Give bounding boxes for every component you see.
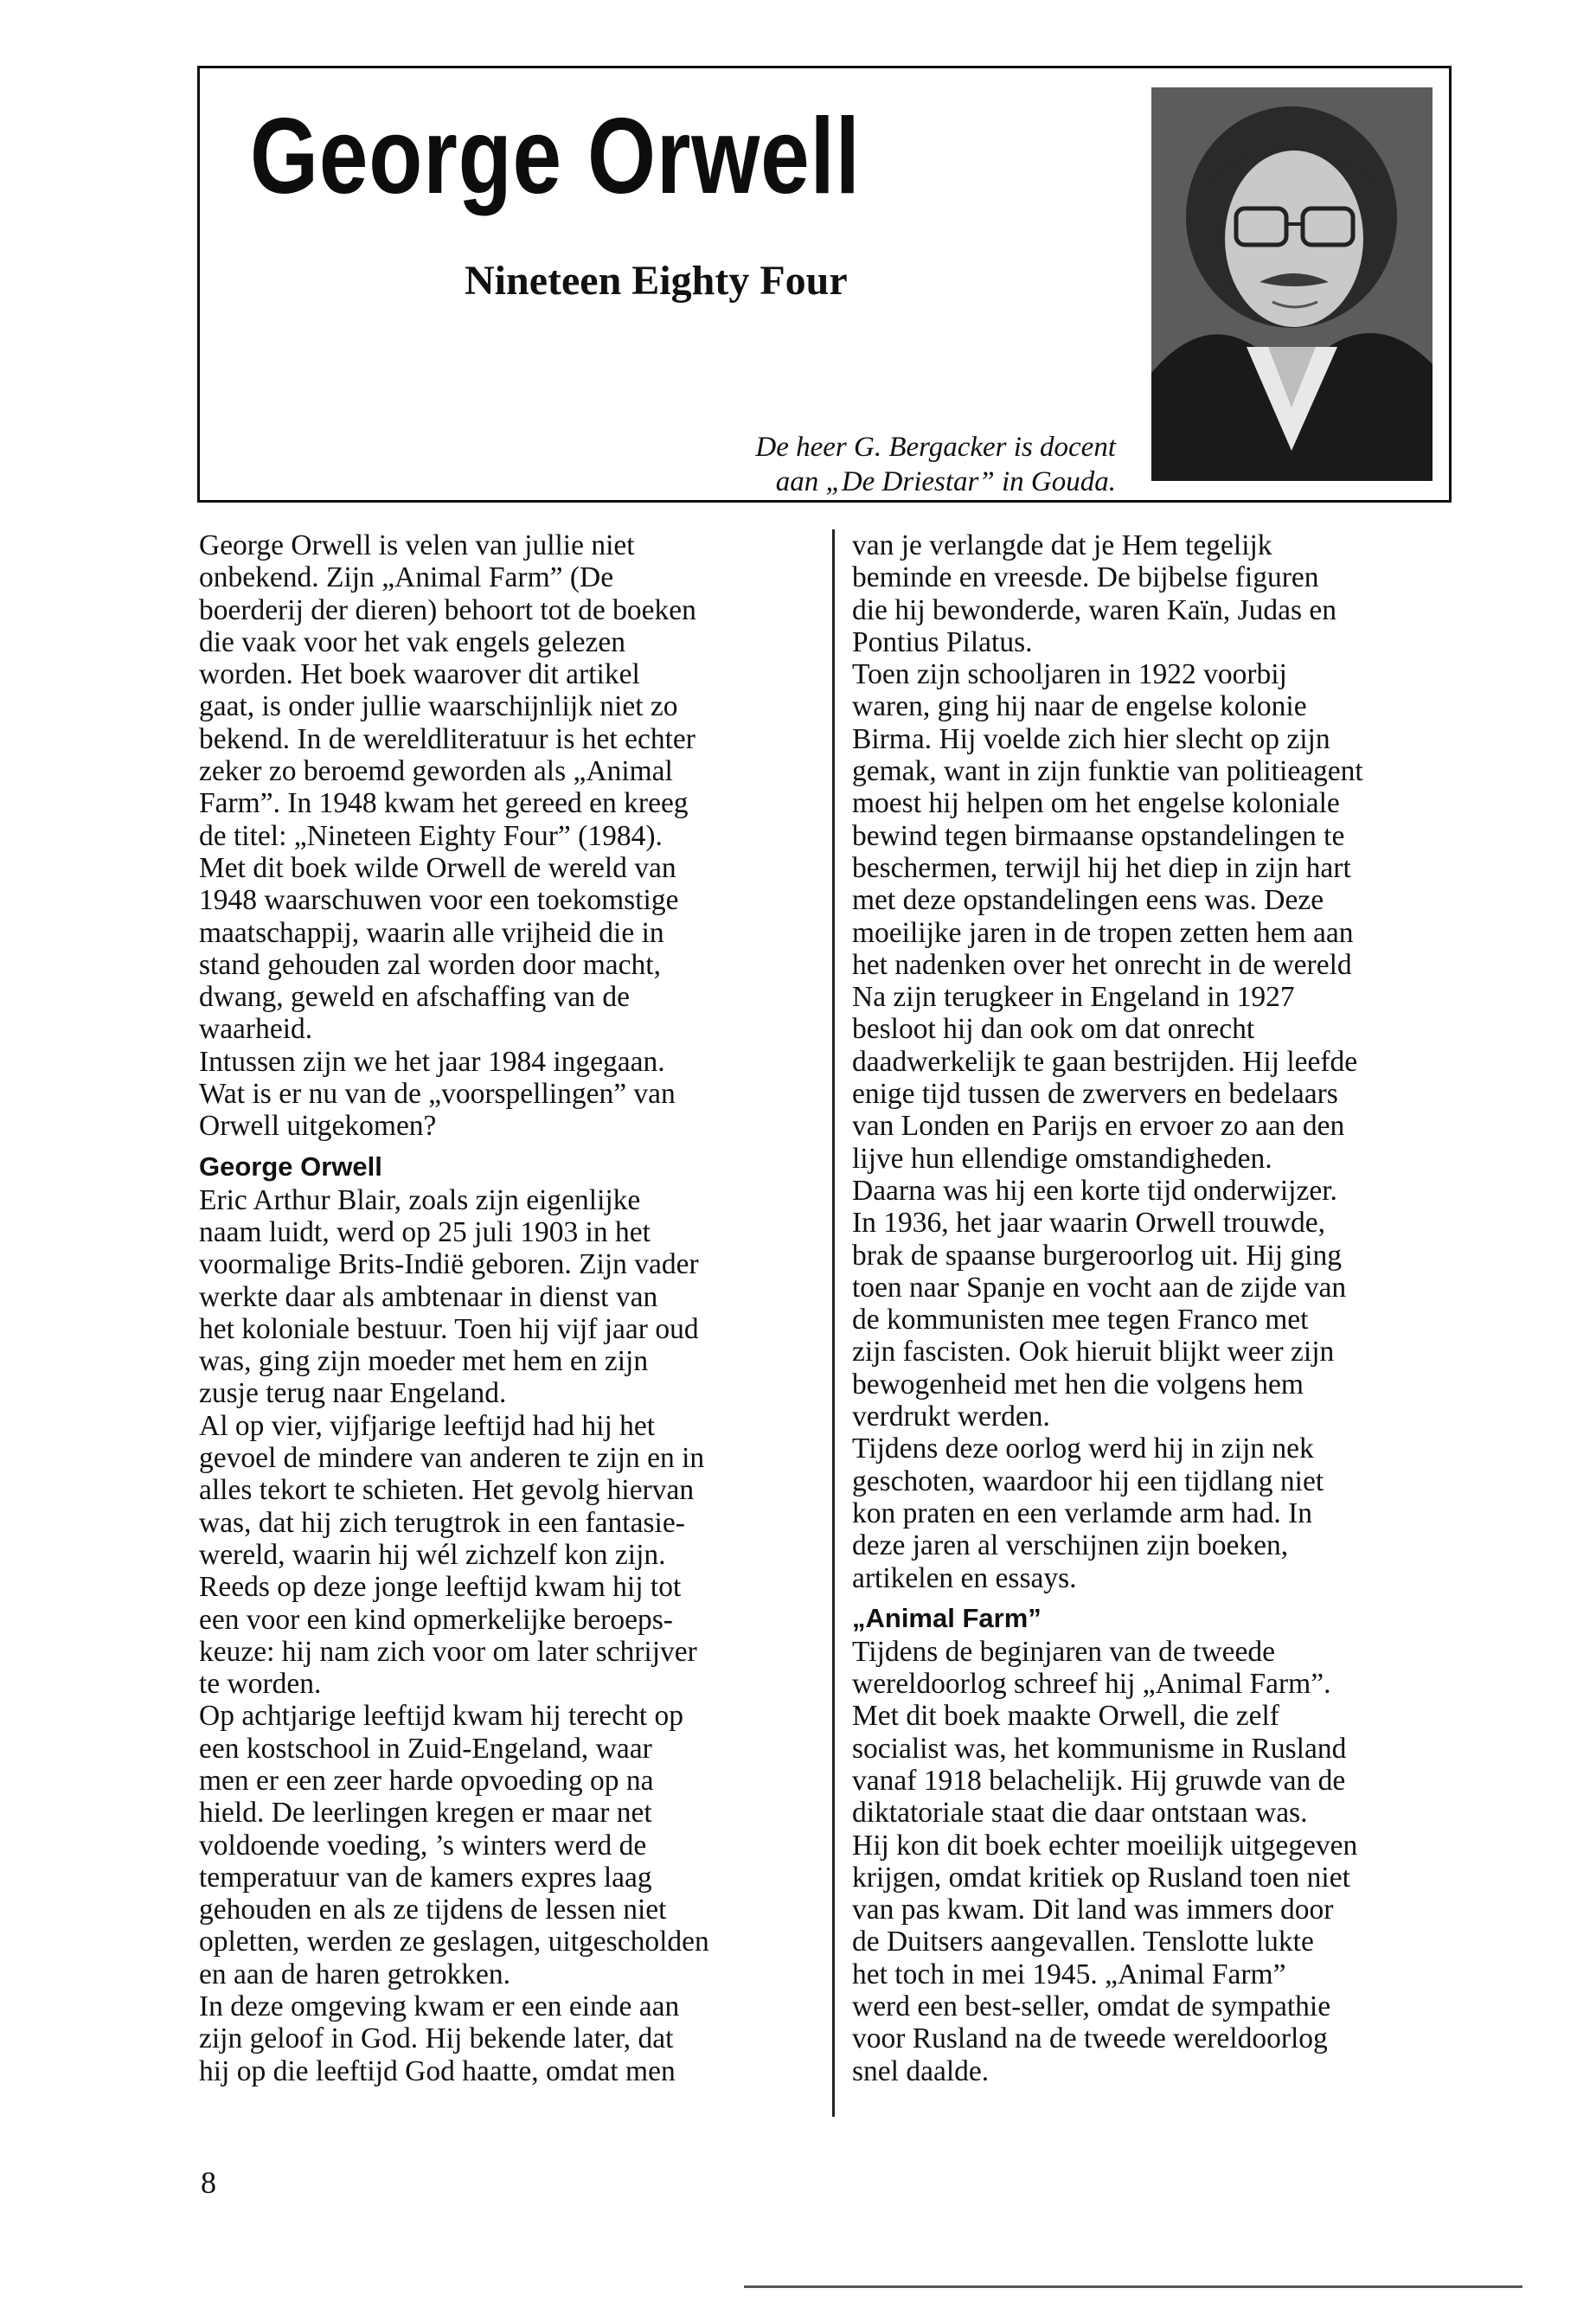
paragraph-line: gehouden en als ze tijdens de lessen niet bbox=[199, 1894, 667, 1926]
paragraph-line: gemak, want in zijn funktie van politieagent bbox=[852, 755, 1363, 788]
paragraph-line: Orwell uitgekomen? bbox=[199, 1110, 437, 1143]
paragraph-line: Al op vier, vijfjarige leeftijd had hij het bbox=[199, 1409, 656, 1442]
paragraph-line: kon praten en een verlamde arm had. In bbox=[852, 1497, 1313, 1529]
paragraph-line: Na zijn terugkeer in Engeland in 1927 bbox=[852, 981, 1295, 1014]
paragraph-line: stand gehouden zal worden door macht, bbox=[199, 948, 661, 981]
paragraph-line: onbekend. Zijn „Animal Farm” (De bbox=[199, 561, 614, 594]
paragraph-line: het nadenken over het onrecht in de wereld bbox=[852, 948, 1352, 981]
paragraph-line: geschoten, waardoor hij een tijdlang niet bbox=[852, 1465, 1324, 1497]
paragraph-line: brak de spaanse burgeroorlog uit. Hij ging bbox=[852, 1239, 1342, 1272]
paragraph-line: In 1936, het jaar waarin Orwell trouwde, bbox=[852, 1207, 1325, 1240]
paragraph-line: enige tijd tussen de zwervers en bedelaars bbox=[852, 1078, 1338, 1111]
paragraph-line: opletten, werden ze geslagen, uitgescholden bbox=[199, 1926, 709, 1958]
paragraph-line: de titel: „Nineteen Eighty Four” (1984). bbox=[199, 819, 663, 852]
paragraph-line: gevoel de mindere van anderen te zijn en in bbox=[199, 1442, 705, 1475]
article-header bbox=[197, 66, 1452, 503]
paragraph-line: bewogenheid met hen die volgens hem bbox=[852, 1368, 1304, 1400]
paragraph-line: Op achtjarige leeftijd kwam hij terecht op bbox=[199, 1700, 683, 1733]
paragraph-line: hield. De leerlingen kregen er maar net bbox=[199, 1797, 652, 1830]
paragraph-line: daadwerkelijk te gaan bestrijden. Hij leefde bbox=[852, 1045, 1358, 1078]
author-caption bbox=[755, 430, 1116, 499]
paragraph-line: die vaak voor het vak engels gelezen bbox=[199, 625, 625, 658]
paragraph-line: diktatoriale staat die daar ontstaan was. bbox=[852, 1797, 1308, 1830]
paragraph-line: maatschappij, waarin alle vrijheid die in bbox=[199, 916, 664, 949]
paragraph-line: dwang, geweld en afschaffing van de bbox=[199, 981, 630, 1014]
paragraph-line: Toen zijn schooljaren in 1922 voorbij bbox=[852, 658, 1287, 691]
paragraph-line: Wat is er nu van de „voorspellingen” van bbox=[199, 1078, 676, 1111]
right-column bbox=[852, 529, 1475, 2087]
paragraph-line: krijgen, omdat kritiek op Rusland toen niet bbox=[852, 1861, 1350, 1894]
paragraph-line: zusje terug naar Engeland. bbox=[199, 1377, 507, 1410]
paragraph-line: zijn fascisten. Ook hieruit blijkt weer zijn bbox=[852, 1336, 1335, 1368]
paragraph-line: van je verlangde dat je Hem tegelijk bbox=[852, 529, 1272, 561]
paragraph-line: besloot hij dan ook om dat onrecht bbox=[852, 1013, 1255, 1046]
paragraph-line: beminde en vreesde. De bijbelse figuren bbox=[852, 561, 1319, 594]
paragraph-line: boerderij der dieren) behoort tot de boeken bbox=[199, 593, 696, 626]
left-column bbox=[199, 529, 822, 2087]
paragraph-line: die hij bewonderde, waren Kaïn, Judas en bbox=[852, 593, 1337, 626]
caption-line: aan „De Driestar” in Gouda. bbox=[775, 466, 1116, 497]
author-photo bbox=[1151, 87, 1433, 481]
paragraph-line: Farm”. In 1948 kwam het gereed en kreeg bbox=[199, 787, 689, 820]
paragraph-line: moeilijke jaren in de tropen zetten hem aan bbox=[852, 916, 1354, 949]
paragraph-line: men er een zeer harde opvoeding op na bbox=[199, 1764, 654, 1797]
paragraph-line: Tijdens deze oorlog werd hij in zijn nek bbox=[852, 1433, 1314, 1465]
paragraph-line: was, ging zijn moeder met hem en zijn bbox=[199, 1345, 649, 1378]
paragraph-line: was, dat hij zich terugtrok in een fantasie- bbox=[199, 1506, 685, 1539]
caption-line: De heer G. Bergacker is docent bbox=[755, 432, 1116, 463]
paragraph-line: van pas kwam. Dit land was immers door bbox=[852, 1894, 1334, 1926]
paragraph-line: met deze opstandelingen eens was. Deze bbox=[852, 884, 1324, 917]
paragraph-line: werd een best-seller, omdat de sympathie bbox=[852, 1990, 1331, 2023]
paragraph-line: wereld, waarin hij wél zichzelf kon zijn. bbox=[199, 1538, 666, 1571]
paragraph-line: bewind tegen birmaanse opstandelingen te bbox=[852, 819, 1345, 852]
paragraph-line: voormalige Brits-Indië geboren. Zijn vader bbox=[199, 1248, 699, 1281]
paragraph-line: 1948 waarschuwen voor een toekomstige bbox=[199, 884, 679, 917]
paragraph-line: bekend. In de wereldliteratuur is het echter bbox=[199, 722, 695, 755]
paragraph-line: een voor een kind opmerkelijke beroeps- bbox=[199, 1603, 673, 1636]
paragraph-line: Met dit boek wilde Orwell de wereld van bbox=[199, 851, 676, 884]
paragraph-line: temperatuur van de kamers expres laag bbox=[199, 1861, 652, 1894]
paragraph-line: Intussen zijn we het jaar 1984 ingegaan. bbox=[199, 1045, 665, 1078]
paragraph-line: het toch in mei 1945. „Animal Farm” bbox=[852, 1958, 1286, 1990]
column-divider bbox=[832, 529, 835, 2117]
paragraph-line: de kommunisten mee tegen Franco met bbox=[852, 1304, 1309, 1336]
page-number: 8 bbox=[201, 2165, 216, 2200]
paragraph-line: Birma. Hij voelde zich hier slecht op zijn bbox=[852, 722, 1330, 755]
paragraph-line: waren, ging hij naar de engelse kolonie bbox=[852, 690, 1307, 723]
article-title: George Orwell bbox=[250, 97, 861, 216]
paragraph-line: naam luidt, werd op 25 juli 1903 in het bbox=[199, 1215, 651, 1248]
paragraph-line: In deze omgeving kwam er een einde aan bbox=[199, 1990, 680, 2023]
paragraph-line: keuze: hij nam zich voor om later schrijver bbox=[199, 1635, 697, 1668]
paragraph-line: gaat, is onder jullie waarschijnlijk niet zo bbox=[199, 690, 678, 723]
paragraph-line: lijve hun ellendige omstandigheden. bbox=[852, 1142, 1272, 1175]
paragraph-line: en aan de haren getrokken. bbox=[199, 1958, 510, 1990]
paragraph-line: Pontius Pilatus. bbox=[852, 625, 1033, 658]
paragraph-line: deze jaren al verschijnen zijn boeken, bbox=[852, 1529, 1289, 1562]
paragraph-line: waarheid. bbox=[199, 1013, 313, 1046]
paragraph-line: alles tekort te schieten. Het gevolg hiervan bbox=[199, 1474, 695, 1507]
paragraph-line: Tijdens de beginjaren van de tweede bbox=[852, 1635, 1276, 1668]
paragraph-line: moest hij helpen om het engelse koloniale bbox=[852, 787, 1340, 820]
paragraph-line: snel daalde. bbox=[852, 2054, 990, 2087]
paragraph-line: George Orwell is velen van jullie niet bbox=[199, 529, 635, 561]
section-heading: George Orwell bbox=[199, 1150, 382, 1182]
paragraph-line: verdrukt werden. bbox=[852, 1400, 1050, 1433]
paragraph-line: zeker zo beroemd geworden als „Animal bbox=[199, 755, 673, 788]
paragraph-line: werkte daar als ambtenaar in dienst van bbox=[199, 1280, 658, 1313]
bottom-rule bbox=[744, 2285, 1522, 2288]
section-heading: „Animal Farm” bbox=[852, 1602, 1042, 1633]
paragraph-line: wereldoorlog schreef hij „Animal Farm”. bbox=[852, 1668, 1331, 1701]
paragraph-line: zijn geloof in God. Hij bekende later, dat bbox=[199, 2022, 674, 2055]
portrait-illustration bbox=[1151, 87, 1433, 481]
paragraph-line: hij op die leeftijd God haatte, omdat men bbox=[199, 2054, 676, 2087]
paragraph-line: voldoende voeding, ’s winters werd de bbox=[199, 1829, 647, 1862]
paragraph-line: een kostschool in Zuid-Engeland, waar bbox=[199, 1732, 652, 1765]
paragraph-line: voor Rusland na de tweede wereldoorlog bbox=[852, 2022, 1328, 2055]
paragraph-line: Daarna was hij een korte tijd onderwijzer. bbox=[852, 1174, 1337, 1207]
paragraph-line: van Londen en Parijs en ervoer zo aan den bbox=[852, 1110, 1345, 1143]
paragraph-line: Hij kon dit boek echter moeilijk uitgegeven bbox=[852, 1829, 1358, 1862]
paragraph-line: vanaf 1918 belachelijk. Hij gruwde van de bbox=[852, 1764, 1346, 1797]
paragraph-line: het koloniale bestuur. Toen hij vijf jaar oud bbox=[199, 1312, 699, 1345]
paragraph-line: socialist was, het kommunisme in Rusland bbox=[852, 1732, 1347, 1765]
paragraph-line: Reeds op deze jonge leeftijd kwam hij tot bbox=[199, 1571, 682, 1604]
paragraph-line: toen naar Spanje en vocht aan de zijde van bbox=[852, 1271, 1347, 1304]
paragraph-line: beschermen, terwijl hij het diep in zijn hart bbox=[852, 851, 1351, 884]
paragraph-line: Met dit boek maakte Orwell, die zelf bbox=[852, 1700, 1279, 1733]
paragraph-line: Eric Arthur Blair, zoals zijn eigenlijke bbox=[199, 1183, 641, 1216]
paragraph-line: de Duitsers aangevallen. Tenslotte lukte bbox=[852, 1926, 1314, 1958]
paragraph-line: artikelen en essays. bbox=[852, 1561, 1077, 1594]
article-subtitle: Nineteen Eighty Four bbox=[465, 258, 848, 304]
paragraph-line: te worden. bbox=[199, 1668, 322, 1701]
paragraph-line: worden. Het boek waarover dit artikel bbox=[199, 658, 640, 691]
